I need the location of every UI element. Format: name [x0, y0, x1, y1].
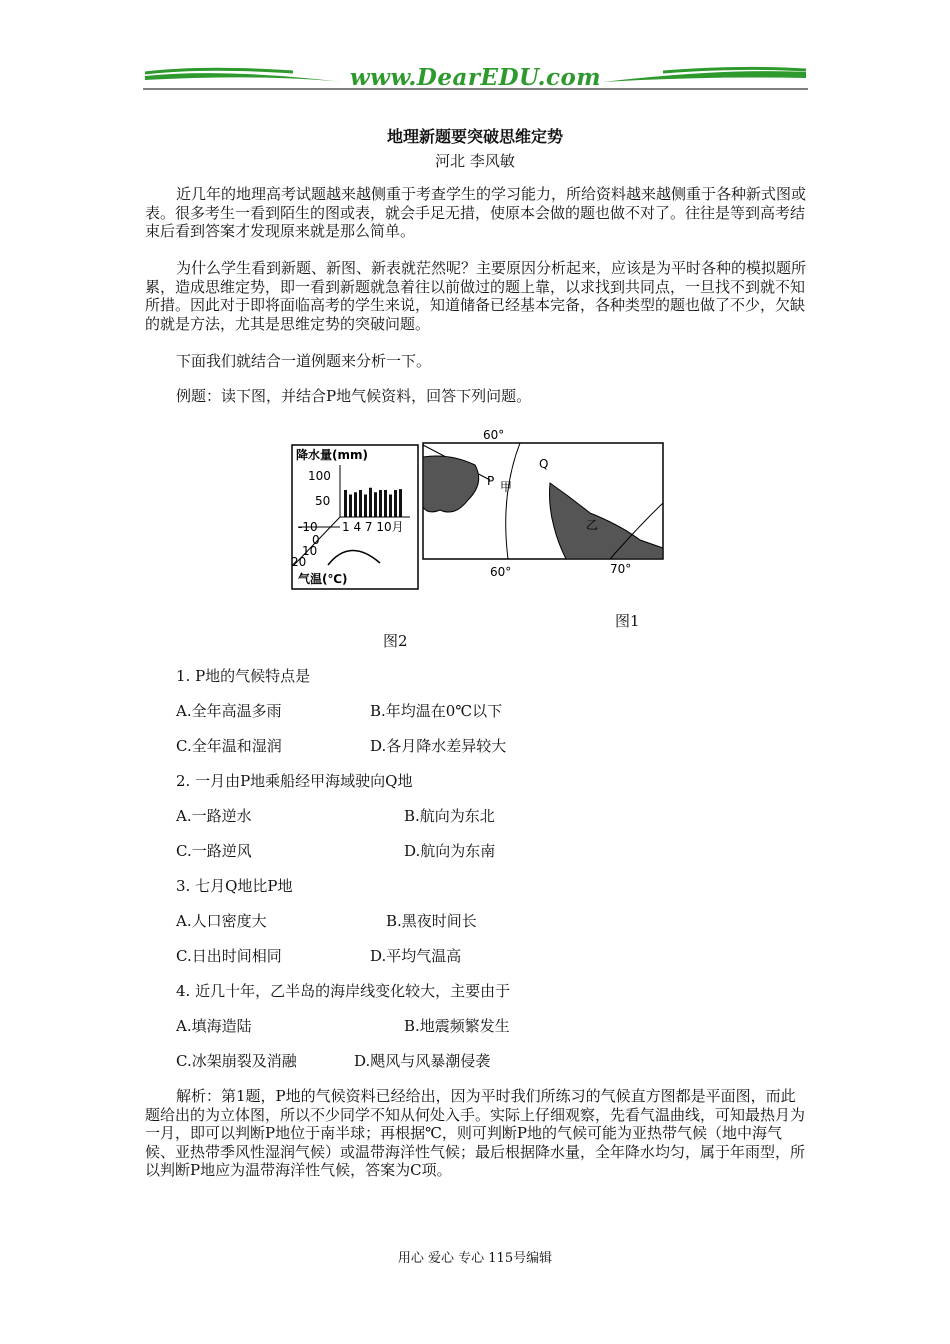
- paragraph-1: 近几年的地理高考试题越来越侧重于考查学生的学习能力，所给资料越来越侧重于各种新式图或表。很多考生一看到陌生的图或表，就会手足无措，使原本会做的题也做不对了。往往是等到高考结束后看到答案才发现原来就是那么简单。: [145, 185, 807, 240]
- analysis-paragraph: 解析：第1题，P地的气候资料已经给出，因为平时我们所练习的气候直方图都是平面图，而此题给出的为立体图，所以不少同学不知从何处入手。实际上仔细观察，先看气温曲线，可知最热月为一月，即可以判断P地位于南半球；再根据℃，则可判断P地的气候可能为亚热带气候（地中海气候、亚热带季风性湿润气候）或温带海洋性气候；最后根据降水量，全年降水均匀，属于年雨型，所以判断P地应为温带海洋性气候，答案为C项。: [145, 1087, 806, 1179]
- precip-bar-month-2: [349, 495, 352, 518]
- paragraph-4: 例题：读下图，并结合P地气候资料，回答下列问题。: [176, 387, 532, 405]
- paragraph-3: 下面我们就结合一道例题来分析一下。: [176, 352, 432, 370]
- precip-bar-month-8: [379, 490, 382, 517]
- temp-tick-minus10: -10: [298, 520, 318, 534]
- figure-svg: [290, 425, 665, 590]
- map-label-yi: 乙: [586, 518, 599, 532]
- lat-label-60: 60°: [483, 428, 505, 442]
- map-label-q: Q: [539, 457, 549, 471]
- precip-tick-50: 50: [315, 494, 331, 508]
- question-3-option-c: C.日出时间相同: [176, 947, 282, 965]
- precip-bar-month-4: [359, 490, 362, 517]
- question-3-option-b: B.黑夜时间长: [386, 912, 477, 930]
- lon-label-70: 70°: [610, 562, 632, 576]
- temp-tick-10: 10: [302, 544, 318, 558]
- precip-bar-month-3: [354, 492, 357, 517]
- paragraph-2: 为什么学生看到新题、新图、新表就茫然呢？主要原因分析起来，应该是为平时各种的模拟题所累，造成思维定势，即一看到新题就急着往以前做过的题上靠，以求找到共同点，一旦找不到就不知所措。因此对于即将面临高考的学生来说，知道储备已经基本完备，各种类型的题也做了不少，欠缺的就是方法，尤其是思维定势的突破问题。: [145, 259, 807, 333]
- question-1-option-d: D.各月降水差异较大: [370, 737, 507, 755]
- precip-bar-month-6: [369, 488, 372, 517]
- question-2-option-d: D.航向为东南: [404, 842, 496, 860]
- question-4-option-b: B.地震频繁发生: [404, 1017, 510, 1035]
- author-line: 河北 李风敏: [435, 152, 515, 170]
- precip-axis-label: 降水量(mm): [296, 448, 368, 462]
- question-2-option-b: B.航向为东北: [404, 807, 495, 825]
- header-banner: [143, 64, 808, 94]
- map-label-jia: 甲: [500, 480, 513, 494]
- precip-bar-month-9: [384, 490, 387, 517]
- month-labels: 1 4 7 10月: [342, 520, 404, 534]
- question-1-option-a: A.全年高温多雨: [176, 702, 282, 720]
- question-4-option-c: C.冰架崩裂及消融: [176, 1052, 297, 1070]
- question-2-option-c: C.一路逆风: [176, 842, 252, 860]
- figure: [290, 425, 665, 590]
- temp-axis-label: 气温(℃): [298, 572, 348, 586]
- figure-caption-1: 图1: [615, 612, 640, 630]
- page-footer: 用心 爱心 专心 115号编辑: [397, 1251, 553, 1266]
- question-3-option-a: A.人口密度大: [176, 912, 267, 930]
- page-title: 地理新题要突破思维定势: [386, 127, 563, 146]
- question-2-option-a: A.一路逆水: [176, 807, 252, 825]
- precip-bar-month-12: [399, 489, 402, 517]
- lon-label-60: 60°: [490, 565, 512, 579]
- question-3-stem: 3. 七月Q地比P地: [176, 877, 293, 895]
- map-label-p: P: [487, 474, 495, 488]
- precip-bar-month-11: [394, 490, 397, 517]
- question-4-option-d: D.飓风与风暴潮侵袭: [354, 1052, 491, 1070]
- question-1-stem: 1. P地的气候特点是: [176, 667, 311, 685]
- question-4-option-a: A.填海造陆: [176, 1017, 252, 1035]
- question-3-option-d: D.平均气温高: [370, 947, 462, 965]
- question-1-option-c: C.全年温和湿润: [176, 737, 282, 755]
- question-2-stem: 2. 一月由P地乘船经甲海域驶向Q地: [176, 772, 413, 790]
- temp-tick-0: 0: [312, 533, 320, 547]
- precip-bar-month-7: [374, 492, 377, 517]
- question-1-option-b: B.年均温在0℃以下: [370, 702, 503, 720]
- temp-tick-20: 20: [291, 555, 307, 569]
- precip-bar-month-1: [344, 490, 347, 517]
- precip-tick-100: 100: [308, 469, 331, 483]
- precip-bar-month-5: [364, 495, 367, 518]
- figure-caption-2: 图2: [383, 632, 408, 650]
- question-4-stem: 4. 近几十年，乙半岛的海岸线变化较大，主要由于: [176, 982, 511, 1000]
- precip-bar-month-10: [389, 495, 392, 518]
- site-logo-text: www.DearEDU.com: [349, 64, 602, 91]
